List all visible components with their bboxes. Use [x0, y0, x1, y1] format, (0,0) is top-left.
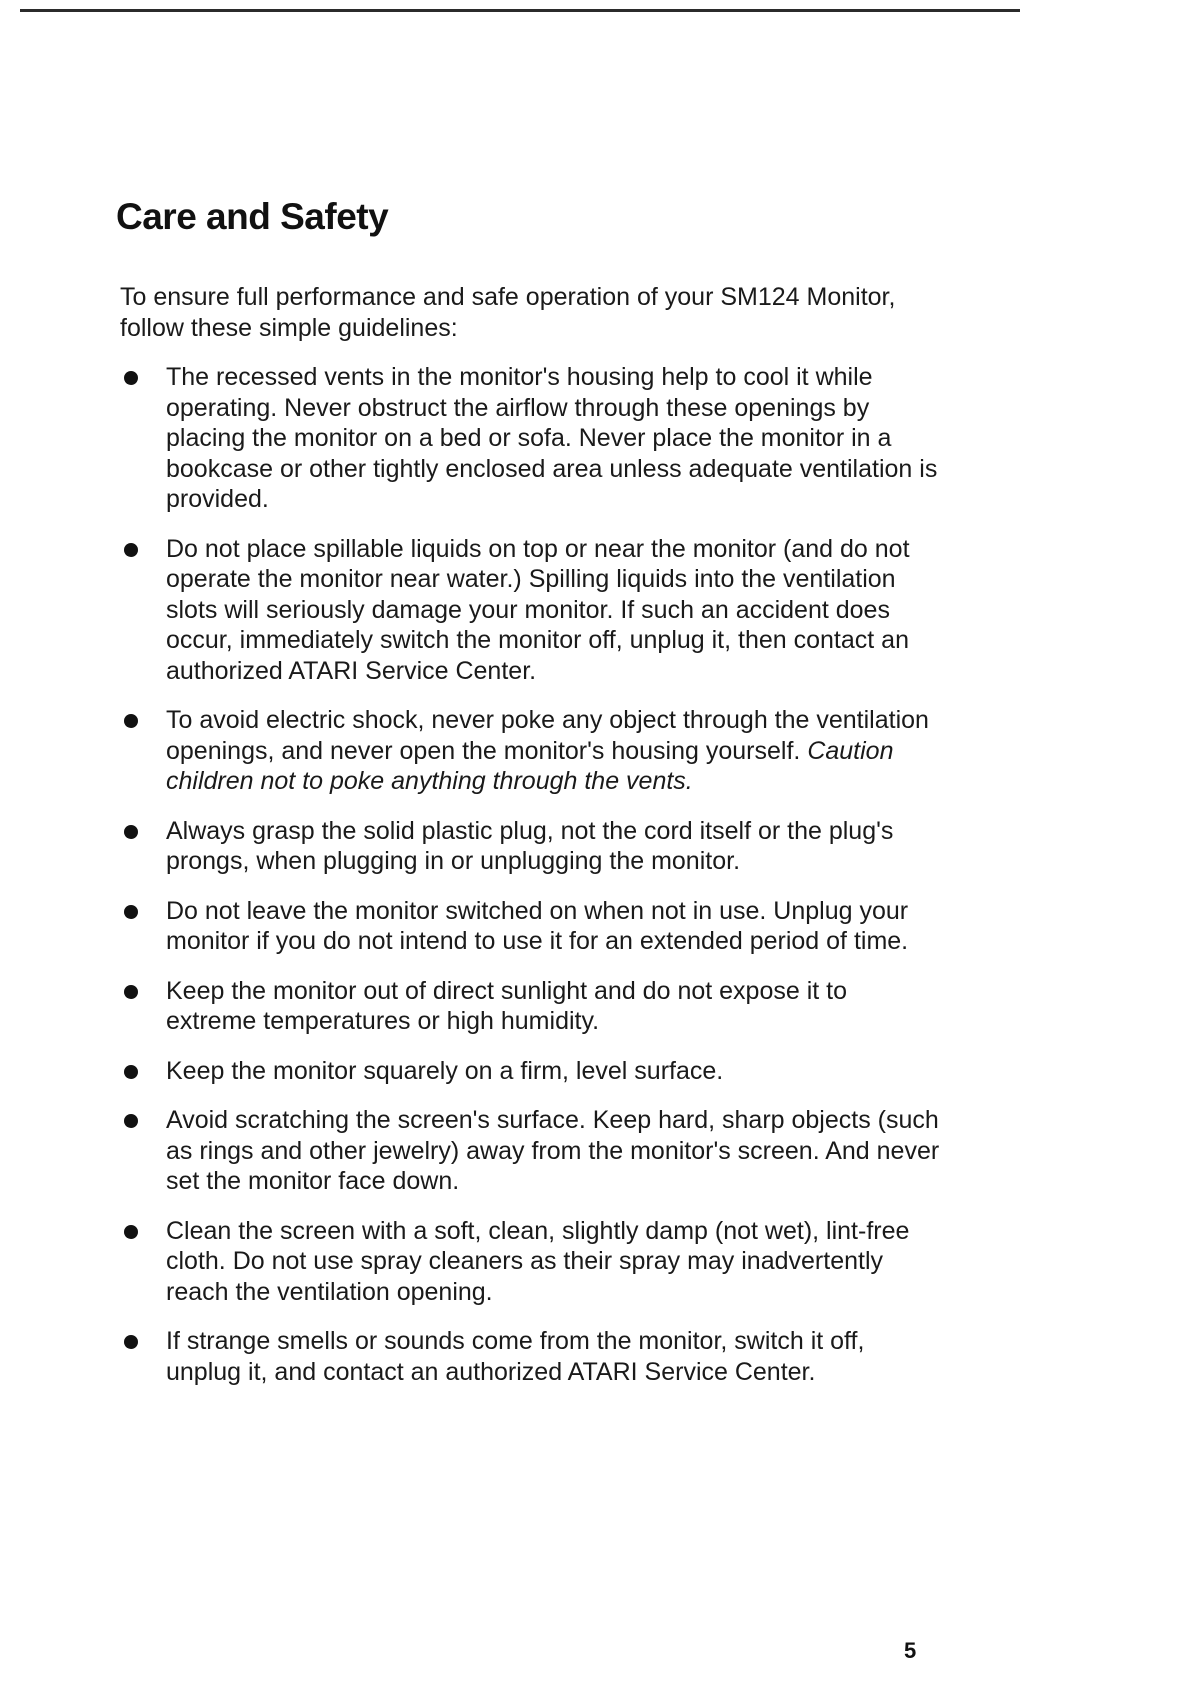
bullet-icon	[124, 1065, 138, 1079]
intro-paragraph: To ensure full performance and safe operation of your SM124 Monitor, follow these simple guidelines:	[120, 283, 896, 342]
top-rule	[20, 9, 1020, 12]
guideline-text: Keep the monitor out of direct sunlight and do not expose it to extreme temperatures or high humidity.	[166, 976, 847, 1035]
guideline-text: Always grasp the solid plastic plug, not the cord itself or the plug's prongs, when plugging in or unplugging the monitor.	[166, 816, 894, 875]
bullet-icon	[124, 905, 138, 919]
guideline-item	[120, 976, 940, 1037]
guidelines-list	[120, 362, 940, 1406]
bullet-icon	[124, 1114, 138, 1128]
guideline-item	[120, 896, 940, 957]
guideline-text: Do not leave the monitor switched on when not in use. Unplug your monitor if you do not intend to use it for an extended period of time.	[166, 896, 909, 955]
guideline-text: Do not place spillable liquids on top or near the monitor (and do not operate the monitor near water.) Spilling liquids into the ventilation slots will seriously damage your monitor. If such an accident does occur, immediately switch the monitor off, unplug it, then contact an authorized ATARI Service Center.	[166, 534, 910, 685]
guideline-item	[120, 1105, 940, 1197]
guideline-text: To avoid electric shock, never poke any object through the ventilation openings, and never open the monitor's housing yourself.	[166, 706, 929, 765]
guideline-text: Keep the monitor squarely on a firm, level surface.	[166, 1056, 724, 1085]
guideline-text: Avoid scratching the screen's surface. Keep hard, sharp objects (such as rings and other jewelry) away from the monitor's screen. And never set the monitor face down.	[166, 1106, 940, 1195]
bullet-icon	[124, 985, 138, 999]
bullet-icon	[124, 825, 138, 839]
guideline-item	[120, 1056, 940, 1087]
bullet-icon	[124, 714, 138, 728]
guideline-item	[120, 705, 940, 797]
guideline-item	[120, 816, 940, 877]
guideline-text: Clean the screen with a soft, clean, slightly damp (not wet), lint-free cloth. Do not use spray cleaners as their spray may inadvertently reach the ventilation opening.	[166, 1216, 910, 1306]
guideline-text: The recessed vents in the monitor's housing help to cool it while operating. Never obstruct the airflow through these openings by placing the monitor on a bed or sofa. Never place the monitor in a bookcase or other tightly enclosed area unless adequate ventilation is provided.	[166, 363, 938, 513]
guideline-item	[120, 1216, 940, 1308]
page-title: Care and Safety	[116, 196, 389, 237]
bullet-icon	[124, 543, 138, 557]
page-number: 5	[904, 1638, 917, 1663]
bullet-icon	[124, 1335, 138, 1349]
bullet-icon	[124, 371, 138, 385]
guideline-text: If strange smells or sounds come from the monitor, switch it off, unplug it, and contact an authorized ATARI Service Center.	[166, 1327, 865, 1386]
guideline-item	[120, 1326, 940, 1387]
guideline-item	[120, 362, 940, 515]
guideline-item	[120, 534, 940, 687]
bullet-icon	[124, 1225, 138, 1239]
guideline-caution: Caution children not to poke anything through the vents.	[166, 736, 894, 795]
